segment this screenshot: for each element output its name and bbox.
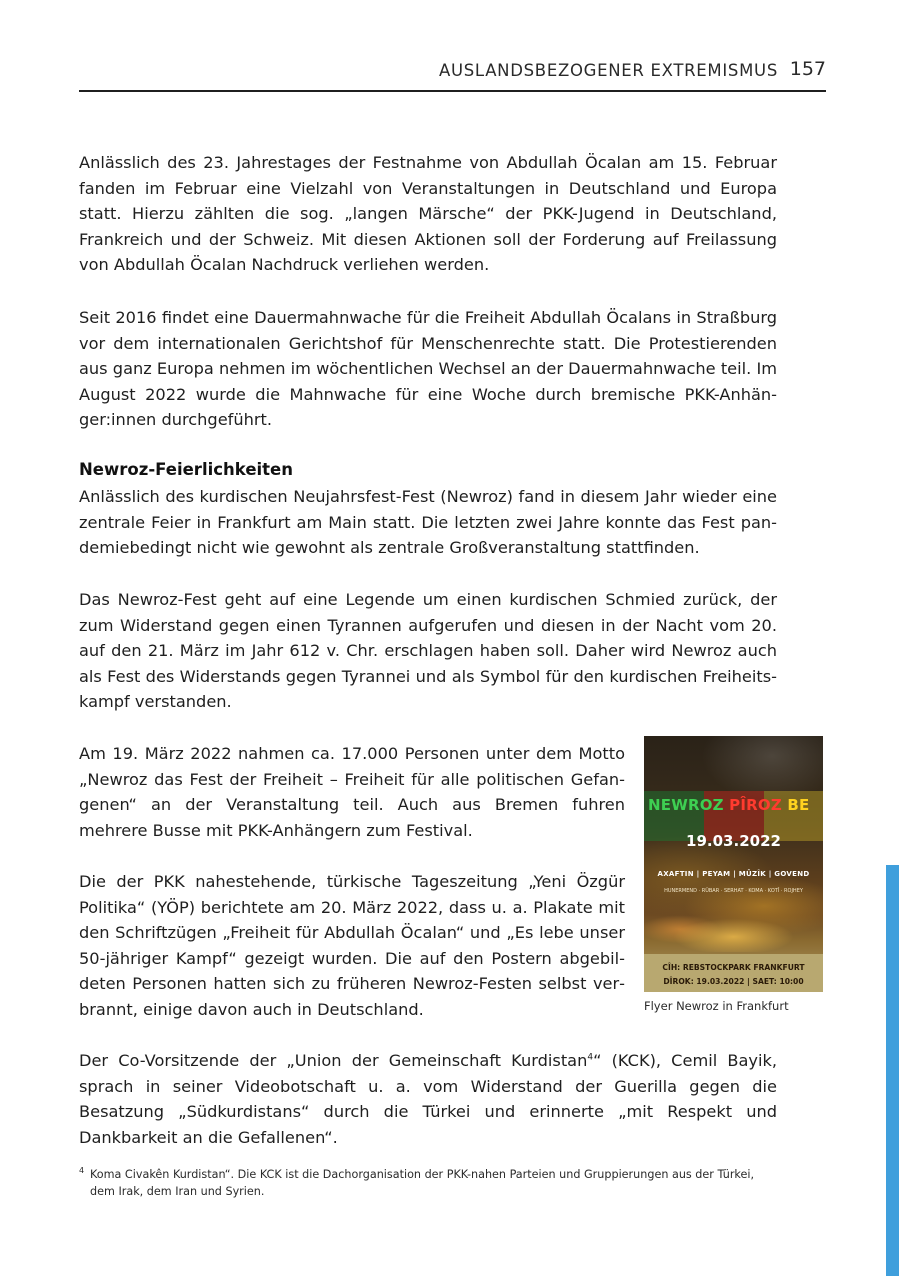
flyer-title bbox=[648, 796, 809, 814]
paragraph-newroz-frankfurt: Anlässlich des kurdischen Neujahrsfest-Fest (Newroz) fand in diesem Jahr wieder eine zentrale Feier in Frankfurt am Main statt. Die letzten zwei Jahre konnte das Fest pandemiebedingt nicht wie gewohnt als zentrale Großveranstaltung stattfinden. bbox=[79, 487, 777, 558]
footnote-line-1: Koma Civakên Kurdistan“. Die KCK ist die Dachorganisation der PKK-nahen Parteien und Gruppierungen aus der Türkei, bbox=[90, 1168, 755, 1181]
paragraph-vigil: Seit 2016 findet eine Dauermahnwache für die Freiheit Abdullah Öcalans in Straßburg vor dem internationalen Gerichtshof für Menschenrechte statt. Die Protestierenden aus ganz Europa nehmen im wöchentlichen Wechsel an der Dauermahnwache teil. Im August 2022 wurde die Mahnwache für eine Woche durch bremische PKK-Anhänger:innen durchgeführt. bbox=[79, 308, 777, 430]
page-number: 157 bbox=[789, 58, 826, 80]
flyer-fire-glow bbox=[644, 914, 823, 952]
header-rule bbox=[79, 90, 826, 92]
flyer-title-piroz: PÎROZ bbox=[729, 796, 788, 814]
footnote: 4 Koma Civakên Kurdistan“. Die KCK ist die Dachorganisation der PKK-nahen Parteien und Gruppierungen aus der Türkei, dem Irak, dem Iran und Syrien. bbox=[79, 1166, 755, 1198]
flyer-program: AXAFTIN | PEYAM | MÛZÎK | GOVEND bbox=[657, 870, 810, 878]
footnote-reference: 4 bbox=[587, 1052, 594, 1063]
flyer-title-newroz: NEWROZ bbox=[648, 796, 730, 814]
flyer-date: 19.03.2022 bbox=[686, 832, 781, 850]
kck-text-start: Der Co-Vorsitzende der „Union der Gemeinschaft Kurdistan bbox=[79, 1051, 588, 1070]
flyer-info-band bbox=[644, 954, 823, 992]
flyer-caption: Flyer Newroz in Frankfurt bbox=[644, 999, 789, 1013]
running-header: AUSLANDSBEZOGENER EXTREMISMUS bbox=[438, 61, 778, 80]
flyer-date-time: DÎROK: 19.03.2022 | SAET: 10:00 bbox=[663, 977, 804, 986]
flyer-title-be: BE bbox=[787, 796, 810, 814]
flyer-small-print: HUNERMEND · RÛBAR · SERHAT · KOMA · KOTÎ · ROJHEY bbox=[664, 888, 803, 894]
section-heading-newroz: Newroz-Feierlichkeiten bbox=[79, 460, 293, 479]
footnote-line-2: dem Irak, dem Iran und Syrien. bbox=[90, 1185, 265, 1198]
paragraph-yop-report: Die der PKK nahestehende, türkische Tageszeitung „Yeni Özgür Politika“ (YÖP) berichtete am 20. März 2022, dass u. a. Plakate mit den Schriftzügen „Freiheit für Abdullah Öcalan“ und „Es lebe unser 50-jähriger Kampf“ gezeigt wurden. Die auf den Postern abgebildeten Personen hatten sich zu früheren Newroz-Festen selbst verbrannt, einige davon auch in Deutschland. bbox=[79, 872, 625, 1019]
paragraph-participants: Am 19. März 2022 nahmen ca. 17.000 Personen unter dem Motto „Newroz das Fest der Freiheit – Freiheit für alle politischen Gefangenen“ an der Veranstaltung teil. Auch aus Bremen fuhren mehrere Busse mit PKK-Anhängern zum Festival. bbox=[79, 744, 625, 840]
newroz-flyer-image bbox=[644, 736, 823, 992]
paragraph-anniversary: Anlässlich des 23. Jahrestages der Festnahme von Abdullah Öcalan am 15. Februar fanden im Februar eine Vielzahl von Veranstaltungen in Deutschland und Europa statt. Hierzu zählten die sog. „langen Märsche“ der PKK-Jugend in Deutschland, Frankreich und der Schweiz. Mit diesen Aktionen soll der Forderung auf Freilassung von Abdullah Öcalan Nachdruck verliehen werden. bbox=[79, 153, 777, 275]
paragraph-newroz-legend: Das Newroz-Fest geht auf eine Legende um einen kurdischen Schmied zurück, der zum Widerstand gegen einen Tyrannen aufgerufen und diesen in der Nacht vom 20. auf den 21. März im Jahr 612 v. Chr. erschlagen haben soll. Daher wird Newroz auch als Fest des Widerstands gegen Tyrannei und als Symbol für den kurdischen Freiheitskampf verstanden. bbox=[79, 590, 777, 712]
paragraph-kck-message bbox=[79, 1048, 777, 1150]
flyer-location: CÎH: REBSTOCKPARK FRANKFURT bbox=[662, 963, 805, 972]
chapter-color-bar bbox=[886, 865, 899, 1276]
kck-text-end: “ (KCK), Cemil Bayik, sprach in seiner Videobotschaft u. a. vom Widerstand der Guerilla gegen die Besatzung „Südkurdistans“ durch die Türkei und erinnerte „mit Respekt und Dankbarkeit an die Gefallenen“. bbox=[79, 1051, 777, 1147]
